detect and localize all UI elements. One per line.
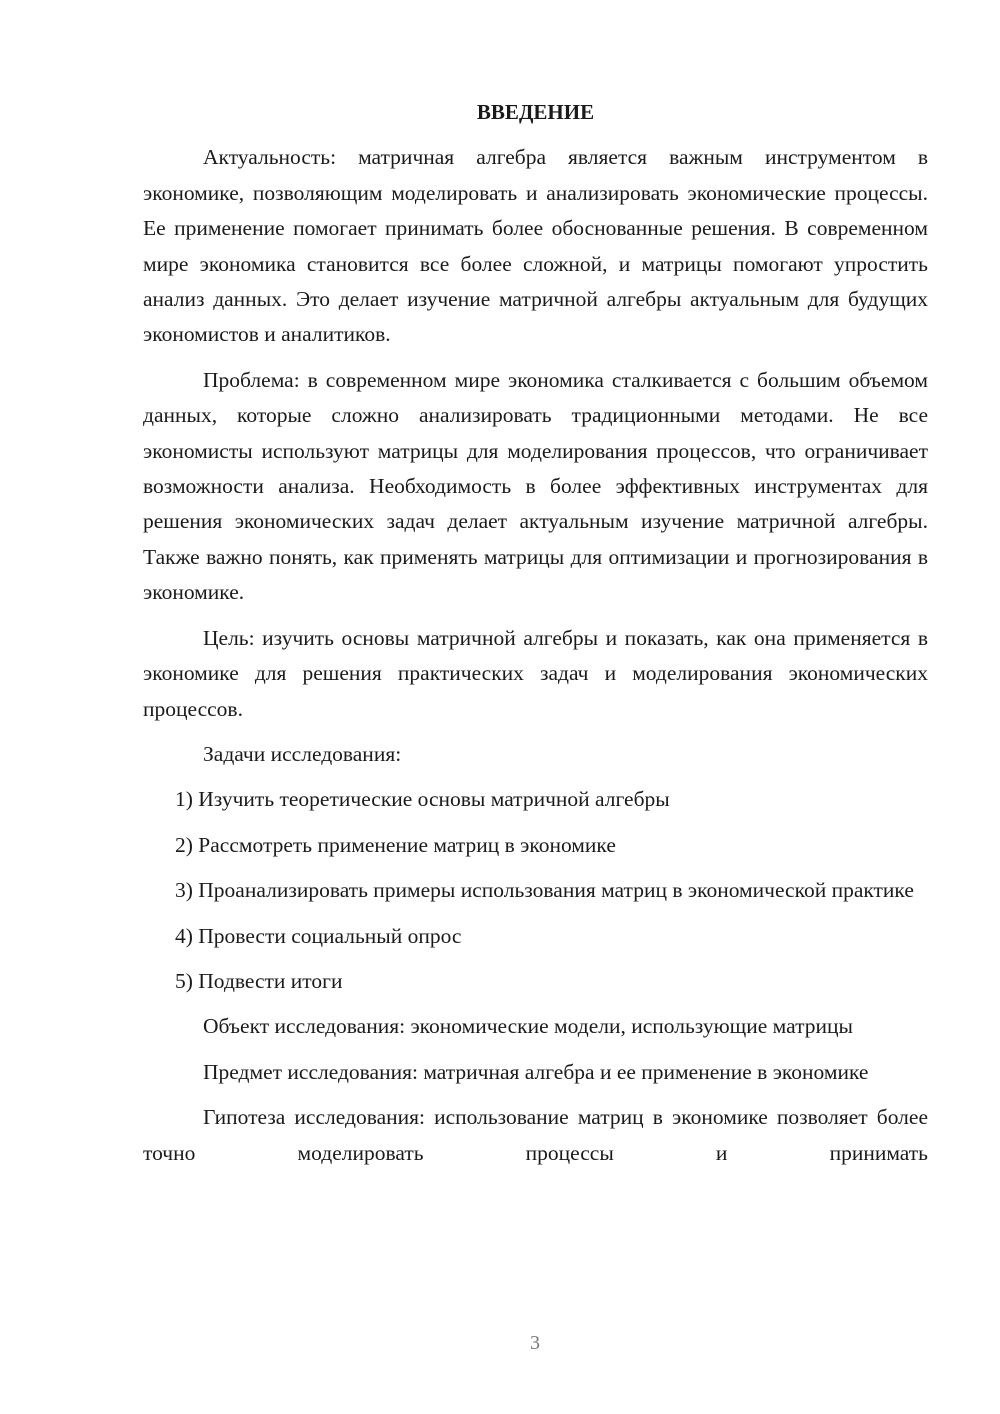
task-item: 3) Проанализировать примеры использования матриц в экономической практике	[175, 878, 914, 903]
page-content	[143, 95, 928, 1181]
hypothesis-paragraph: Гипотеза исследования: использование матриц в экономике позволяет более точно моделировать процессы и принимать	[143, 1105, 928, 1165]
task-item: 2) Рассмотреть применение матриц в экономике	[175, 832, 616, 857]
goal-paragraph: Цель: изучить основы матричной алгебры и показать, как она применяется в экономике для решения практических задач и моделирования экономических процессов.	[143, 625, 928, 721]
tasks-heading: Задачи исследования:	[203, 741, 402, 766]
task-item: 1) Изучить теоретические основы матричной алгебры	[175, 787, 670, 812]
task-item: 5) Подвести итоги	[175, 968, 343, 993]
task-item: 4) Провести социальный опрос	[175, 923, 462, 948]
page-number: 3	[530, 1332, 540, 1354]
problem-paragraph: Проблема: в современном мире экономика сталкивается с большим объемом данных, которые сложно анализировать традиционными методами. Не все экономисты используют матрицы для моделирования процессов, что ограничивает возможности анализа. Необходимость в более эффективных инструментах для решения экономических задач делает актуальным изучение матричной алгебры. Также важно понять, как применять матрицы для оптимизации и прогнозирования в экономике.	[143, 367, 928, 605]
section-title: ВВЕДЕНИЕ	[476, 100, 595, 124]
subject-paragraph: Предмет исследования: матричная алгебра и ее применение в экономике	[203, 1059, 869, 1084]
object-paragraph: Объект исследования: экономические модели, использующие матрицы	[203, 1014, 853, 1039]
relevance-paragraph: Актуальность: матричная алгебра является важным инструментом в экономике, позволяющим моделировать и анализировать экономические процессы. Ее применение помогает принимать более обоснованные решения. В современном мире экономика становится все более сложной, и матрицы помогают упростить анализ данных. Это делает изучение матричной алгебры актуальным для будущих экономистов и аналитиков.	[143, 145, 928, 347]
